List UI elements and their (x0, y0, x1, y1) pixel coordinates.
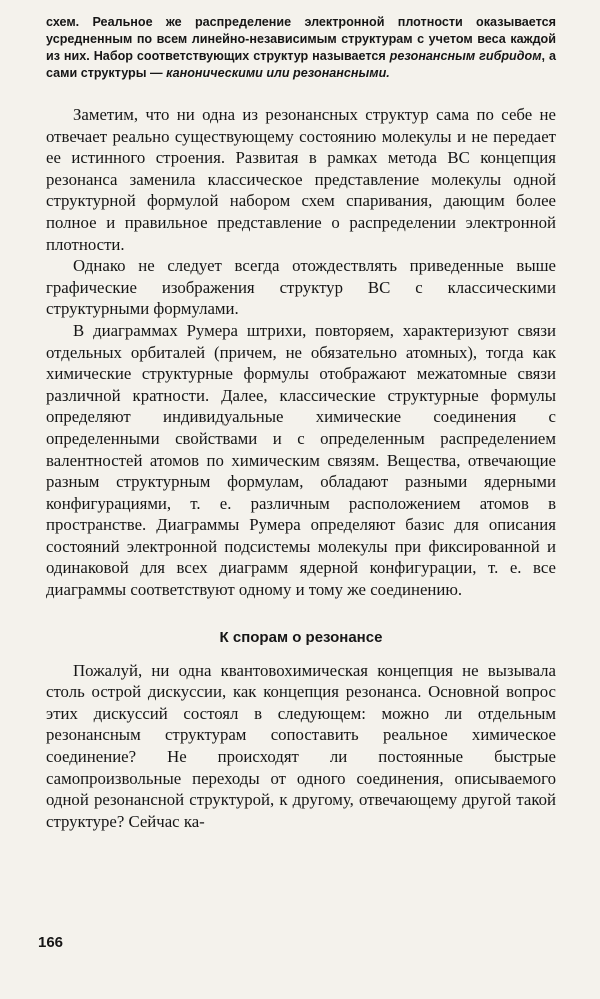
term-resonance-hybrid: резонансным гибридом (389, 49, 542, 63)
intro-paragraph (46, 14, 556, 82)
paragraph-2: Однако не следует всегда отождествлять приведенные выше графические изображения структур ВС с классическими структурными формулами. (46, 256, 556, 319)
section-text (46, 660, 556, 833)
page-number: 166 (38, 934, 64, 951)
section-paragraph-1: Пожалуй, ни одна квантовохимическая концепция не вызывала столь острой дискуссии, как концепция резонанса. Основной вопрос этих дискуссий состоял в следующем: можно ли отдельным резонансным структурам сопоставить реальное химическое соединение? Не происходят ли постоянные быстрые самопроизвольные переходы от одного соединения, описываемого одной резонансной структурой, к другому, отвечающему другой такой структуре? Сейчас ка- (46, 660, 556, 831)
section-heading: К спорам о резонансе (219, 628, 383, 646)
paragraph-3: В диаграммах Румера штрихи, повторяем, характеризуют связи отдельных орбиталей (причем, не обязательно атомных), тогда как химические структурные формулы отображают межатомные связи различной кратности. Далее, классические структурные формулы определяют индивидуальные химические соединения с определенными свойствами и с определенным распределением валентностей атомов по химическим связям. Вещества, отвечающие разным структурным формулам, обладают разными ядерными конфигурациями, т. е. различным расположением атомов в пространстве. Диаграммы Румера определяют базис для описания состояний электронной подсистемы молекулы при фиксированной и одинаковой для всех диаграмм ядерной конфигурации, т. е. все диаграммы соответствуют одному и тому же соединению. (46, 320, 556, 600)
book-page (46, 14, 556, 832)
intro-text-1: схем. Реальное же распределение электронной плотности оказывается усредненным по всем линейно-независимым структурам с учетом веса каждой из них. Набор соответствующих структур называется (46, 15, 556, 63)
term-canonical-structures: каноническими или резонансными. (166, 66, 390, 80)
paragraph-1: Заметим, что ни одна из резонансных структур сама по себе не отвечает реально существующему состоянию молекулы и не передает ее истинного строения. Развитая в рамках метода ВС концепция резонанса заменила классическое представление молекулы одной структурной формулой набором схем спаривания, дающим более полное и правильное представление о распределении электронной плотности. (46, 105, 556, 254)
intro-text-2: , а сами структуры — (46, 49, 556, 80)
main-text (46, 104, 556, 601)
